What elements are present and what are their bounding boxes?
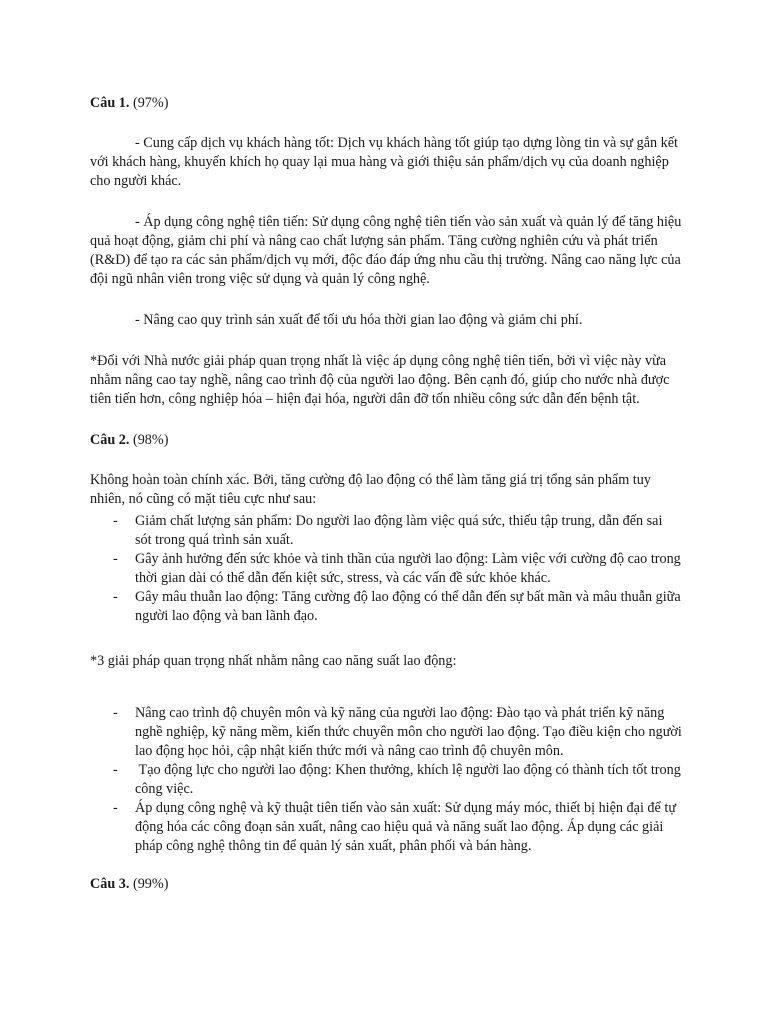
list-item <box>90 588 682 626</box>
list-item <box>90 550 682 588</box>
q2-solutions-title: *3 giải pháp quan trọng nhất nhằm nâng cao năng suất lao động: <box>90 653 457 669</box>
q1-state-note: *Đối với Nhà nước giải pháp quan trọng nhất là việc áp dụng công nghệ tiên tiến, bởi vì việc này vừa nhằm nâng cao tay nghề, nâng cao trình độ của người lao động. Bên cạnh đó, giúp cho nước nhà được tiên tiến hơn, công nghiệp hóa – hiện đại hóa, người dân đỡ tốn nhiều công sức dẫn đến bệnh tật. <box>90 353 670 407</box>
q2-solutions-list <box>90 704 685 856</box>
list-item-text: Giảm chất lượng sản phẩm: Do người lao động làm việc quá sức, thiếu tập trung, dẫn đến sai sót trong quá trình sản xuất. <box>135 513 663 548</box>
q1-item-technology: - Áp dụng công nghệ tiên tiến: Sử dụng công nghệ tiên tiến vào sản xuất và quản lý để tăng hiệu quả hoạt động, giảm chi phí và nâng cao chất lượng sản phẩm. Tăng cường nghiên cứu và phát triển (R&D) để tạo ra các sản phẩm/dịch vụ mới, độc đáo đáp ứng nhu cầu thị trường. Nâng cao năng lực của đội ngũ nhân viên trong việc sử dụng và quản lý công nghệ. <box>90 214 682 287</box>
document-page <box>90 94 685 894</box>
list-item <box>90 799 682 856</box>
list-item-text: Gây ảnh hưởng đến sức khỏe và tinh thần của người lao động: Làm việc với cường độ cao trong thời gian dài có thể dẫn đến kiệt sức, stress, và các vấn đề sức khỏe khác. <box>135 551 681 586</box>
q2-intro: Không hoàn toàn chính xác. Bởi, tăng cường độ lao động có thể làm tăng giá trị tổng sản phẩm tuy nhiên, nó cũng có mặt tiêu cực như sau: <box>90 472 651 507</box>
list-item-text: Áp dụng công nghệ và kỹ thuật tiên tiến vào sản xuất: Sử dụng máy móc, thiết bị hiện đại để tự động hóa các công đoạn sản xuất, nâng cao hiệu quả và năng suất lao động. Áp dụng các giải pháp công nghệ thông tin để quản lý sản xuất, phân phối và bán hàng. <box>135 800 677 854</box>
list-dash: - <box>113 513 118 529</box>
list-item <box>90 704 682 761</box>
question-3-label: Câu 3. <box>90 876 130 892</box>
list-dash: - <box>113 551 118 567</box>
list-item-text: Nâng cao trình độ chuyên môn và kỹ năng của người lao động: Đào tạo và phát triển kỹ năng nghề nghiệp, kỹ năng mềm, kiến thức chuyên môn cho người lao động. Tạo điều kiện cho người lao động học hỏi, cập nhật kiến thức mới và nâng cao trình độ chuyên môn. <box>135 705 682 759</box>
question-1-heading <box>90 94 682 113</box>
question-2-heading <box>90 431 682 450</box>
list-dash: - <box>113 762 118 778</box>
list-dash: - <box>113 800 118 816</box>
question-1-label: Câu 1. <box>90 95 130 111</box>
q1-item-production-process: - Nâng cao quy trình sản xuất để tối ưu hóa thời gian lao động và giảm chi phí. <box>135 312 583 328</box>
list-item-text: Tạo động lực cho người lao động: Khen thưởng, khích lệ người lao động có thành tích tốt trong công việc. <box>135 762 685 797</box>
list-item <box>90 761 685 799</box>
question-3-heading <box>90 875 682 894</box>
q1-item-customer-service: - Cung cấp dịch vụ khách hàng tốt: Dịch vụ khách hàng tốt giúp tạo dựng lòng tin và sự gắn kết với khách hàng, khuyến khích họ quay lại mua hàng và giới thiệu sản phẩm/dịch vụ của doanh nghiệp cho người khác. <box>90 135 678 189</box>
list-item-text: Gây mâu thuẫn lao động: Tăng cường độ lao động có thể dẫn đến sự bất mãn và mâu thuẫn giữa người lao động và ban lãnh đạo. <box>135 589 681 624</box>
list-dash: - <box>113 705 118 721</box>
q2-negatives-list <box>90 512 682 626</box>
question-1-percent: (97%) <box>132 95 169 111</box>
question-2-percent: (98%) <box>132 432 169 448</box>
list-dash: - <box>113 589 118 605</box>
list-item <box>90 512 682 550</box>
question-3-percent: (99%) <box>132 876 169 892</box>
question-2-label: Câu 2. <box>90 432 130 448</box>
